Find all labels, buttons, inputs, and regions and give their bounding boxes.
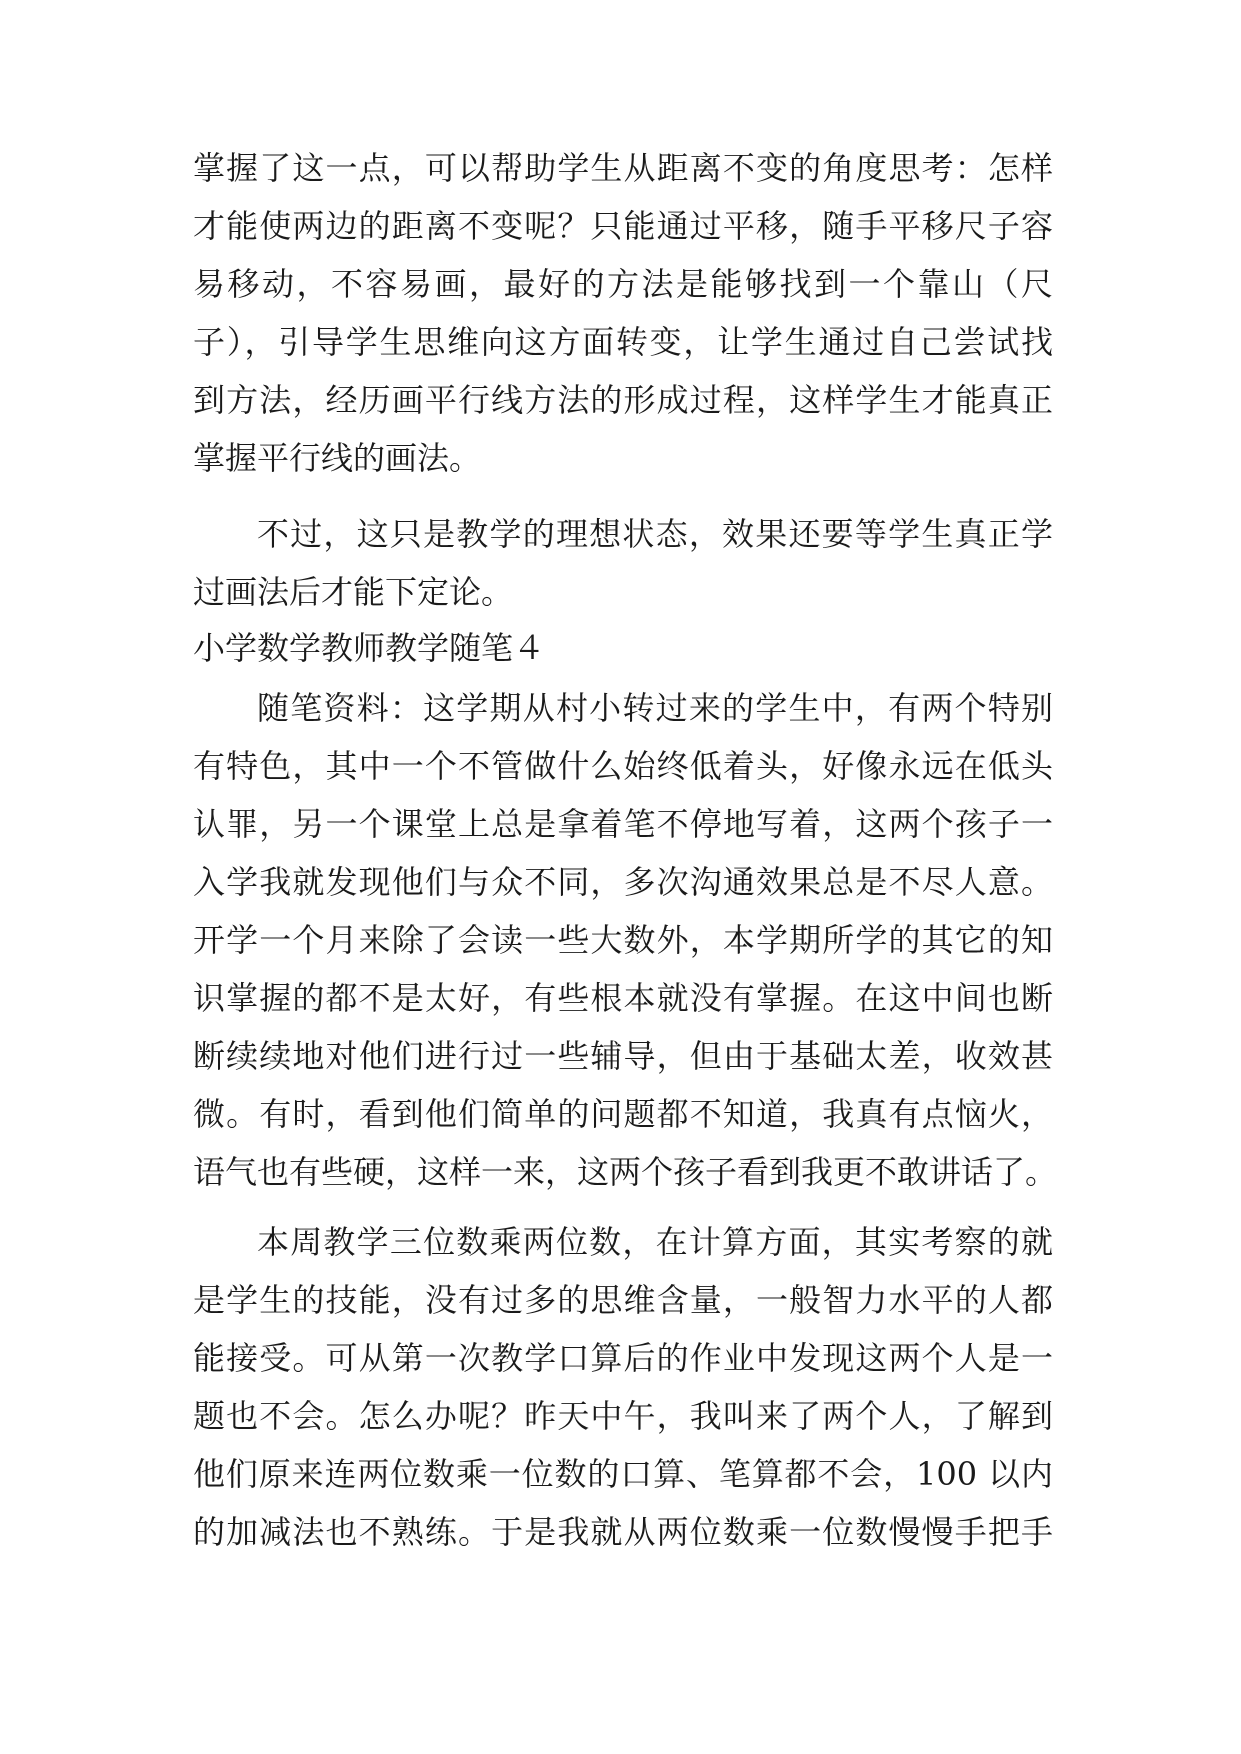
paragraph-line: 掌握了这一点，可以帮助学生从距离不变的角度思考：怎样 (193, 149, 1053, 187)
paragraph-line: 过画法后才能下定论。 (193, 573, 514, 611)
paragraph-line: 本周教学三位数乘两位数，在计算方面，其实考察的就 (257, 1223, 1053, 1261)
paragraph-line: 认罪，另一个课堂上总是拿着笔不停地写着，这两个孩子一 (193, 805, 1053, 843)
paragraph-line: 易移动，不容易画，最好的方法是能够找到一个靠山（尺 (193, 265, 1053, 303)
paragraph-line: 有特色，其中一个不管做什么始终低着头，好像永远在低头 (193, 747, 1053, 785)
paragraph-line: 是学生的技能，没有过多的思维含量，一般智力水平的人都 (193, 1281, 1053, 1319)
paragraph-line: 题也不会。怎么办呢？昨天中午，我叫来了两个人，了解到 (193, 1397, 1053, 1435)
paragraph-line: 开学一个月来除了会读一些大数外，本学期所学的其它的知 (193, 921, 1053, 959)
paragraph-line: 语气也有些硬，这样一来，这两个孩子看到我更不敢讲话了。 (193, 1153, 1058, 1191)
paragraph-line: 能接受。可从第一次教学口算后的作业中发现这两个人是一 (193, 1339, 1053, 1377)
paragraph-line: 微。有时，看到他们简单的问题都不知道，我真有点恼火， (193, 1095, 1053, 1133)
paragraph-line: 随笔资料：这学期从村小转过来的学生中，有两个特别 (257, 689, 1053, 727)
paragraph-line: 子），引导学生思维向这方面转变，让学生通过自己尝试找 (193, 323, 1053, 361)
paragraph-line: 掌握平行线的画法。 (193, 439, 482, 477)
paragraph-line: 的加减法也不熟练。于是我就从两位数乘一位数慢慢手把手 (193, 1513, 1053, 1551)
paragraph-line: 到方法，经历画平行线方法的形成过程，这样学生才能真正 (193, 381, 1053, 419)
paragraph-line: 识掌握的都不是太好，有些根本就没有掌握。在这中间也断 (193, 979, 1053, 1017)
paragraph-line: 才能使两边的距离不变呢？只能通过平移，随手平移尺子容 (193, 207, 1053, 245)
paragraph-line: 不过，这只是教学的理想状态，效果还要等学生真正学 (257, 515, 1053, 553)
section-heading: 小学数学教师教学随笔４ (193, 629, 546, 667)
paragraph-line: 断续续地对他们进行过一些辅导，但由于基础太差，收效甚 (193, 1037, 1053, 1075)
paragraph-line: 他们原来连两位数乘一位数的口算、笔算都不会，100 以内 (193, 1455, 1053, 1493)
paragraph-line: 入学我就发现他们与众不同，多次沟通效果总是不尽人意。 (193, 863, 1053, 901)
